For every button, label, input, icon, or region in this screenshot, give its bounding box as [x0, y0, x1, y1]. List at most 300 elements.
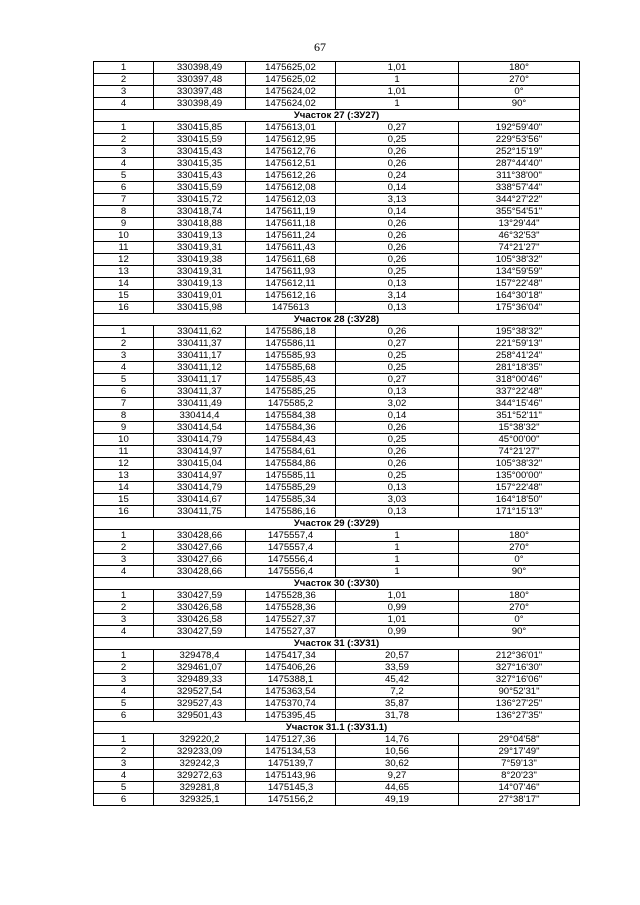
- y-coordinate-cell: 1475557,4: [246, 530, 336, 542]
- y-coordinate-cell: 1475612,03: [246, 194, 336, 206]
- direction-angle-cell: 29°04'58": [459, 734, 580, 746]
- point-number-cell: 14: [94, 278, 154, 290]
- section-title: Участок 28 (:ЗУ28): [94, 314, 580, 326]
- direction-angle-cell: 15°38'32": [459, 422, 580, 434]
- y-coordinate-cell: 1475527,37: [246, 626, 336, 638]
- point-number-cell: 1: [94, 62, 154, 74]
- table-row: [94, 98, 580, 110]
- x-coordinate-cell: 330414,54: [154, 422, 246, 434]
- table-row: [94, 386, 580, 398]
- length-cell: 45,42: [336, 674, 459, 686]
- y-coordinate-cell: 1475613,01: [246, 122, 336, 134]
- length-cell: 0,14: [336, 182, 459, 194]
- point-number-cell: 5: [94, 782, 154, 794]
- table-row: [94, 782, 580, 794]
- x-coordinate-cell: 329478,4: [154, 650, 246, 662]
- point-number-cell: 4: [94, 566, 154, 578]
- length-cell: 14,76: [336, 734, 459, 746]
- table-row: [94, 686, 580, 698]
- y-coordinate-cell: 1475612,16: [246, 290, 336, 302]
- point-number-cell: 2: [94, 746, 154, 758]
- point-number-cell: 1: [94, 326, 154, 338]
- y-coordinate-cell: 1475612,11: [246, 278, 336, 290]
- point-number-cell: 1: [94, 122, 154, 134]
- x-coordinate-cell: 330411,37: [154, 386, 246, 398]
- length-cell: 0,99: [336, 602, 459, 614]
- table-row: [94, 170, 580, 182]
- table-row: [94, 326, 580, 338]
- table-row: [94, 266, 580, 278]
- length-cell: 0,25: [336, 350, 459, 362]
- direction-angle-cell: 180°: [459, 62, 580, 74]
- point-number-cell: 3: [94, 86, 154, 98]
- x-coordinate-cell: 330427,59: [154, 590, 246, 602]
- y-coordinate-cell: 1475556,4: [246, 566, 336, 578]
- point-number-cell: 2: [94, 74, 154, 86]
- direction-angle-cell: 175°36'04": [459, 302, 580, 314]
- direction-angle-cell: 134°59'59": [459, 266, 580, 278]
- direction-angle-cell: 258°41'24": [459, 350, 580, 362]
- direction-angle-cell: 270°: [459, 602, 580, 614]
- table-row: [94, 62, 580, 74]
- length-cell: 0,25: [336, 362, 459, 374]
- point-number-cell: 7: [94, 194, 154, 206]
- y-coordinate-cell: 1475127,36: [246, 734, 336, 746]
- y-coordinate-cell: 1475528,36: [246, 590, 336, 602]
- section-header-row: [94, 110, 580, 122]
- point-number-cell: 2: [94, 134, 154, 146]
- direction-angle-cell: 45°00'00": [459, 434, 580, 446]
- section-header-row: [94, 638, 580, 650]
- point-number-cell: 1: [94, 734, 154, 746]
- point-number-cell: 7: [94, 398, 154, 410]
- x-coordinate-cell: 330415,04: [154, 458, 246, 470]
- length-cell: 9,27: [336, 770, 459, 782]
- section-title: Участок 29 (:ЗУ29): [94, 518, 580, 530]
- section-header-row: [94, 518, 580, 530]
- table-row: [94, 434, 580, 446]
- y-coordinate-cell: 1475585,11: [246, 470, 336, 482]
- point-number-cell: 3: [94, 674, 154, 686]
- x-coordinate-cell: 330419,01: [154, 290, 246, 302]
- x-coordinate-cell: 330415,59: [154, 134, 246, 146]
- x-coordinate-cell: 330398,49: [154, 62, 246, 74]
- length-cell: 0,26: [336, 242, 459, 254]
- section-header-row: [94, 578, 580, 590]
- length-cell: 1,01: [336, 86, 459, 98]
- point-number-cell: 3: [94, 146, 154, 158]
- y-coordinate-cell: 1475611,19: [246, 206, 336, 218]
- point-number-cell: 10: [94, 230, 154, 242]
- section-header-row: [94, 314, 580, 326]
- y-coordinate-cell: 1475584,38: [246, 410, 336, 422]
- length-cell: 0,27: [336, 374, 459, 386]
- x-coordinate-cell: 329461,07: [154, 662, 246, 674]
- length-cell: 0,27: [336, 338, 459, 350]
- point-number-cell: 1: [94, 590, 154, 602]
- y-coordinate-cell: 1475395,45: [246, 710, 336, 722]
- x-coordinate-cell: 330411,17: [154, 350, 246, 362]
- y-coordinate-cell: 1475586,11: [246, 338, 336, 350]
- y-coordinate-cell: 1475612,51: [246, 158, 336, 170]
- x-coordinate-cell: 330419,31: [154, 242, 246, 254]
- x-coordinate-cell: 330414,67: [154, 494, 246, 506]
- x-coordinate-cell: 329242,3: [154, 758, 246, 770]
- y-coordinate-cell: 1475586,18: [246, 326, 336, 338]
- y-coordinate-cell: 1475527,37: [246, 614, 336, 626]
- x-coordinate-cell: 330427,59: [154, 626, 246, 638]
- x-coordinate-cell: 330419,13: [154, 278, 246, 290]
- length-cell: 3,02: [336, 398, 459, 410]
- direction-angle-cell: 327°16'06": [459, 674, 580, 686]
- table-row: [94, 290, 580, 302]
- section-title: Участок 31 (:ЗУ31): [94, 638, 580, 650]
- table-row: [94, 758, 580, 770]
- length-cell: 0,14: [336, 206, 459, 218]
- point-number-cell: 16: [94, 302, 154, 314]
- direction-angle-cell: 157°22'48": [459, 278, 580, 290]
- x-coordinate-cell: 330411,49: [154, 398, 246, 410]
- length-cell: 0,26: [336, 326, 459, 338]
- y-coordinate-cell: 1475406,26: [246, 662, 336, 674]
- length-cell: 33,59: [336, 662, 459, 674]
- x-coordinate-cell: 330411,17: [154, 374, 246, 386]
- length-cell: 0,13: [336, 482, 459, 494]
- x-coordinate-cell: 330414,79: [154, 482, 246, 494]
- length-cell: 0,26: [336, 422, 459, 434]
- x-coordinate-cell: 330414,97: [154, 470, 246, 482]
- length-cell: 0,26: [336, 458, 459, 470]
- length-cell: 10,56: [336, 746, 459, 758]
- direction-angle-cell: 192°59'40": [459, 122, 580, 134]
- table-row: [94, 794, 580, 806]
- length-cell: 0,25: [336, 134, 459, 146]
- direction-angle-cell: 14°07'46": [459, 782, 580, 794]
- y-coordinate-cell: 1475584,36: [246, 422, 336, 434]
- length-cell: 0,13: [336, 278, 459, 290]
- x-coordinate-cell: 330414,4: [154, 410, 246, 422]
- point-number-cell: 3: [94, 758, 154, 770]
- point-number-cell: 6: [94, 386, 154, 398]
- point-number-cell: 4: [94, 158, 154, 170]
- point-number-cell: 9: [94, 218, 154, 230]
- table-row: [94, 74, 580, 86]
- point-number-cell: 4: [94, 770, 154, 782]
- length-cell: 1: [336, 554, 459, 566]
- direction-angle-cell: 7°59'13": [459, 758, 580, 770]
- point-number-cell: 3: [94, 350, 154, 362]
- y-coordinate-cell: 1475584,86: [246, 458, 336, 470]
- y-coordinate-cell: 1475625,02: [246, 62, 336, 74]
- x-coordinate-cell: 329220,2: [154, 734, 246, 746]
- point-number-cell: 5: [94, 170, 154, 182]
- point-number-cell: 12: [94, 458, 154, 470]
- length-cell: 20,57: [336, 650, 459, 662]
- x-coordinate-cell: 329501,43: [154, 710, 246, 722]
- table-row: [94, 242, 580, 254]
- y-coordinate-cell: 1475611,43: [246, 242, 336, 254]
- length-cell: 0,26: [336, 146, 459, 158]
- table-row: [94, 662, 580, 674]
- y-coordinate-cell: 1475586,16: [246, 506, 336, 518]
- length-cell: 1,01: [336, 590, 459, 602]
- section-title: Участок 31.1 (:ЗУ31.1): [94, 722, 580, 734]
- y-coordinate-cell: 1475612,95: [246, 134, 336, 146]
- direction-angle-cell: 74°21'27": [459, 242, 580, 254]
- y-coordinate-cell: 1475557,4: [246, 542, 336, 554]
- x-coordinate-cell: 330414,79: [154, 434, 246, 446]
- length-cell: 35,87: [336, 698, 459, 710]
- direction-angle-cell: 90°: [459, 98, 580, 110]
- length-cell: 1: [336, 566, 459, 578]
- point-number-cell: 2: [94, 338, 154, 350]
- direction-angle-cell: 212°36'01": [459, 650, 580, 662]
- direction-angle-cell: 136°27'25": [459, 698, 580, 710]
- y-coordinate-cell: 1475584,43: [246, 434, 336, 446]
- table-row: [94, 230, 580, 242]
- x-coordinate-cell: 330414,97: [154, 446, 246, 458]
- length-cell: 1: [336, 98, 459, 110]
- table-row: [94, 626, 580, 638]
- table-row: [94, 278, 580, 290]
- y-coordinate-cell: 1475370,74: [246, 698, 336, 710]
- x-coordinate-cell: 329233,09: [154, 746, 246, 758]
- page-number: 67: [314, 40, 326, 54]
- point-number-cell: 3: [94, 614, 154, 626]
- point-number-cell: 4: [94, 362, 154, 374]
- direction-angle-cell: 338°57'44": [459, 182, 580, 194]
- direction-angle-cell: 27°38'17": [459, 794, 580, 806]
- length-cell: 44,65: [336, 782, 459, 794]
- direction-angle-cell: 281°18'35": [459, 362, 580, 374]
- point-number-cell: 4: [94, 686, 154, 698]
- table-row: [94, 254, 580, 266]
- direction-angle-cell: 355°54'51": [459, 206, 580, 218]
- y-coordinate-cell: 1475585,43: [246, 374, 336, 386]
- point-number-cell: 3: [94, 554, 154, 566]
- length-cell: 0,13: [336, 386, 459, 398]
- x-coordinate-cell: 330428,66: [154, 530, 246, 542]
- table-row: [94, 134, 580, 146]
- y-coordinate-cell: 1475156,2: [246, 794, 336, 806]
- direction-angle-cell: 164°30'18": [459, 290, 580, 302]
- table-row: [94, 218, 580, 230]
- table-row: [94, 338, 580, 350]
- length-cell: 0,14: [336, 410, 459, 422]
- point-number-cell: 5: [94, 698, 154, 710]
- direction-angle-cell: 344°15'46": [459, 398, 580, 410]
- point-number-cell: 6: [94, 710, 154, 722]
- point-number-cell: 11: [94, 242, 154, 254]
- length-cell: 0,26: [336, 254, 459, 266]
- direction-angle-cell: 171°15'13": [459, 506, 580, 518]
- y-coordinate-cell: 1475584,61: [246, 446, 336, 458]
- length-cell: 30,62: [336, 758, 459, 770]
- length-cell: 0,26: [336, 158, 459, 170]
- length-cell: 0,13: [336, 302, 459, 314]
- x-coordinate-cell: 330418,74: [154, 206, 246, 218]
- y-coordinate-cell: 1475388,1: [246, 674, 336, 686]
- direction-angle-cell: 337°22'48": [459, 386, 580, 398]
- direction-angle-cell: 270°: [459, 74, 580, 86]
- table-row: [94, 206, 580, 218]
- table-row: [94, 734, 580, 746]
- x-coordinate-cell: 330415,43: [154, 170, 246, 182]
- point-number-cell: 2: [94, 662, 154, 674]
- direction-angle-cell: 135°00'00": [459, 470, 580, 482]
- table-row: [94, 146, 580, 158]
- x-coordinate-cell: 330415,98: [154, 302, 246, 314]
- table-row: [94, 302, 580, 314]
- coordinates-table: [93, 61, 580, 806]
- length-cell: 0,24: [336, 170, 459, 182]
- x-coordinate-cell: 330411,75: [154, 506, 246, 518]
- table-row: [94, 158, 580, 170]
- direction-angle-cell: 195°38'32": [459, 326, 580, 338]
- point-number-cell: 5: [94, 374, 154, 386]
- x-coordinate-cell: 329527,54: [154, 686, 246, 698]
- table-row: [94, 554, 580, 566]
- x-coordinate-cell: 329281,8: [154, 782, 246, 794]
- x-coordinate-cell: 330415,35: [154, 158, 246, 170]
- table-row: [94, 494, 580, 506]
- y-coordinate-cell: 1475611,93: [246, 266, 336, 278]
- point-number-cell: 10: [94, 434, 154, 446]
- y-coordinate-cell: 1475528,36: [246, 602, 336, 614]
- direction-angle-cell: 287°44'40": [459, 158, 580, 170]
- length-cell: 0,99: [336, 626, 459, 638]
- y-coordinate-cell: 1475363,54: [246, 686, 336, 698]
- y-coordinate-cell: 1475611,18: [246, 218, 336, 230]
- x-coordinate-cell: 330411,62: [154, 326, 246, 338]
- y-coordinate-cell: 1475417,34: [246, 650, 336, 662]
- direction-angle-cell: 180°: [459, 530, 580, 542]
- point-number-cell: 1: [94, 530, 154, 542]
- y-coordinate-cell: 1475134,53: [246, 746, 336, 758]
- length-cell: 0,25: [336, 266, 459, 278]
- x-coordinate-cell: 330428,66: [154, 566, 246, 578]
- direction-angle-cell: 74°21'27": [459, 446, 580, 458]
- length-cell: 0,26: [336, 218, 459, 230]
- x-coordinate-cell: 330397,48: [154, 74, 246, 86]
- direction-angle-cell: 221°59'13": [459, 338, 580, 350]
- length-cell: 1: [336, 74, 459, 86]
- point-number-cell: 8: [94, 206, 154, 218]
- y-coordinate-cell: 1475624,02: [246, 86, 336, 98]
- direction-angle-cell: 270°: [459, 542, 580, 554]
- direction-angle-cell: 311°38'00": [459, 170, 580, 182]
- length-cell: 0,13: [336, 506, 459, 518]
- point-number-cell: 1: [94, 650, 154, 662]
- direction-angle-cell: 327°16'30": [459, 662, 580, 674]
- point-number-cell: 2: [94, 602, 154, 614]
- table-row: [94, 746, 580, 758]
- section-header-row: [94, 722, 580, 734]
- direction-angle-cell: 344°27'22": [459, 194, 580, 206]
- point-number-cell: 13: [94, 266, 154, 278]
- length-cell: 0,27: [336, 122, 459, 134]
- table-row: [94, 482, 580, 494]
- point-number-cell: 4: [94, 98, 154, 110]
- table-row: [94, 350, 580, 362]
- point-number-cell: 9: [94, 422, 154, 434]
- table-row: [94, 362, 580, 374]
- y-coordinate-cell: 1475612,08: [246, 182, 336, 194]
- x-coordinate-cell: 330415,72: [154, 194, 246, 206]
- direction-angle-cell: 13°29'44": [459, 218, 580, 230]
- length-cell: 0,26: [336, 446, 459, 458]
- table-row: [94, 122, 580, 134]
- point-number-cell: 6: [94, 794, 154, 806]
- direction-angle-cell: 0°: [459, 614, 580, 626]
- length-cell: 1: [336, 542, 459, 554]
- point-number-cell: 15: [94, 290, 154, 302]
- direction-angle-cell: 164°18'50": [459, 494, 580, 506]
- y-coordinate-cell: 1475611,24: [246, 230, 336, 242]
- y-coordinate-cell: 1475585,93: [246, 350, 336, 362]
- point-number-cell: 11: [94, 446, 154, 458]
- table-row: [94, 590, 580, 602]
- y-coordinate-cell: 1475612,26: [246, 170, 336, 182]
- y-coordinate-cell: 1475613: [246, 302, 336, 314]
- x-coordinate-cell: 330419,38: [154, 254, 246, 266]
- length-cell: 3,14: [336, 290, 459, 302]
- table-row: [94, 614, 580, 626]
- x-coordinate-cell: 329272,63: [154, 770, 246, 782]
- x-coordinate-cell: 330427,66: [154, 542, 246, 554]
- direction-angle-cell: 0°: [459, 554, 580, 566]
- x-coordinate-cell: 330411,12: [154, 362, 246, 374]
- length-cell: 0,25: [336, 434, 459, 446]
- direction-angle-cell: 351°52'11": [459, 410, 580, 422]
- y-coordinate-cell: 1475611,68: [246, 254, 336, 266]
- x-coordinate-cell: 330411,37: [154, 338, 246, 350]
- point-number-cell: 16: [94, 506, 154, 518]
- y-coordinate-cell: 1475625,02: [246, 74, 336, 86]
- table-row: [94, 374, 580, 386]
- direction-angle-cell: 157°22'48": [459, 482, 580, 494]
- table-row: [94, 710, 580, 722]
- x-coordinate-cell: 330397,48: [154, 86, 246, 98]
- point-number-cell: 4: [94, 626, 154, 638]
- length-cell: 0,25: [336, 470, 459, 482]
- direction-angle-cell: 8°20'23": [459, 770, 580, 782]
- direction-angle-cell: 318°00'46": [459, 374, 580, 386]
- direction-angle-cell: 180°: [459, 590, 580, 602]
- table-row: [94, 506, 580, 518]
- table-row: [94, 398, 580, 410]
- y-coordinate-cell: 1475585,2: [246, 398, 336, 410]
- table-row: [94, 446, 580, 458]
- y-coordinate-cell: 1475585,68: [246, 362, 336, 374]
- y-coordinate-cell: 1475585,34: [246, 494, 336, 506]
- y-coordinate-cell: 1475624,02: [246, 98, 336, 110]
- x-coordinate-cell: 330427,66: [154, 554, 246, 566]
- x-coordinate-cell: 329527,43: [154, 698, 246, 710]
- length-cell: 3,03: [336, 494, 459, 506]
- length-cell: 1: [336, 530, 459, 542]
- x-coordinate-cell: 330419,13: [154, 230, 246, 242]
- x-coordinate-cell: 330415,43: [154, 146, 246, 158]
- direction-angle-cell: 0°: [459, 86, 580, 98]
- direction-angle-cell: 136°27'35": [459, 710, 580, 722]
- direction-angle-cell: 90°: [459, 626, 580, 638]
- length-cell: 1,01: [336, 62, 459, 74]
- table-row: [94, 422, 580, 434]
- point-number-cell: 8: [94, 410, 154, 422]
- length-cell: 0,26: [336, 230, 459, 242]
- table-row: [94, 194, 580, 206]
